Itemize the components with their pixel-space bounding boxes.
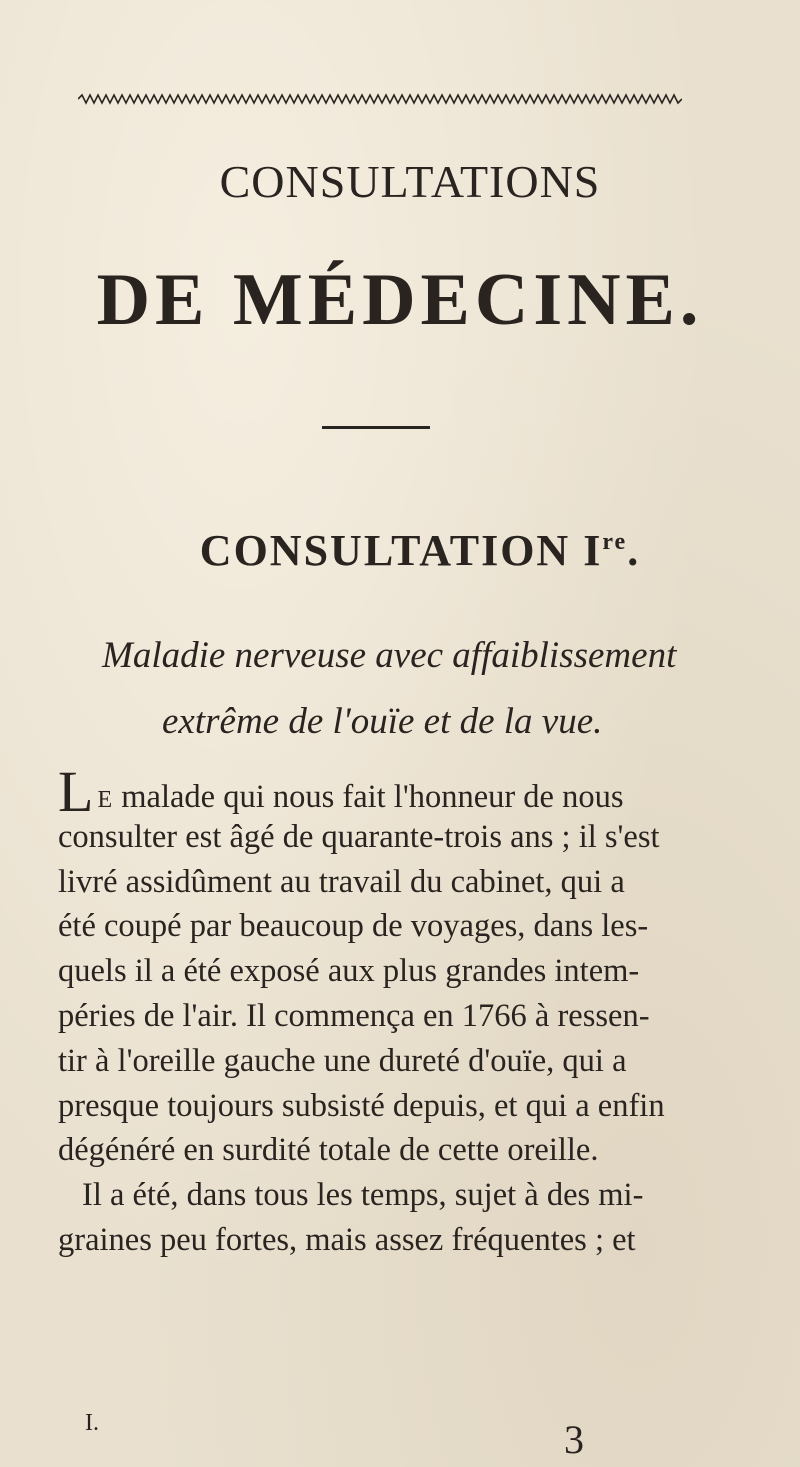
body-line: consulter est âgé de quarante-trois ans ; il s'est bbox=[58, 818, 660, 855]
dropcap-letter: L bbox=[58, 759, 94, 824]
body-line: quels il a été exposé aux plus grandes intem- bbox=[58, 953, 640, 990]
body-line: presque toujours subsisté depuis, et qui a enfin bbox=[58, 1087, 665, 1124]
subtitle-line-1: Maladie nerveuse avec affaiblissement bbox=[102, 635, 677, 676]
ornamental-rule bbox=[78, 93, 682, 105]
body-line bbox=[58, 759, 770, 824]
consultation-number-value: I bbox=[583, 526, 603, 575]
body-paragraph bbox=[58, 759, 770, 1263]
signature-mark: I. bbox=[85, 1410, 99, 1436]
page-title-line-1: CONSULTATIONS bbox=[219, 156, 601, 207]
divider-rule bbox=[322, 426, 430, 429]
body-line: péries de l'air. Il commença en 1766 à ressen- bbox=[58, 997, 650, 1034]
body-line: tir à l'oreille gauche une dureté d'ouïe, qui a bbox=[58, 1042, 627, 1079]
consultation-heading bbox=[40, 525, 800, 576]
gathering-signature-number: 3 bbox=[564, 1417, 584, 1462]
body-line: Il a été, dans tous les temps, sujet à des mi- bbox=[82, 1177, 644, 1214]
body-line: graines peu fortes, mais assez fréquentes ; et bbox=[58, 1221, 636, 1258]
body-line: livré assidûment au travail du cabinet, qui a bbox=[58, 863, 625, 900]
first-word-rest: E bbox=[97, 787, 114, 813]
page-title-line-2: DE MÉDECINE. bbox=[96, 259, 704, 341]
consultation-number-suffix: re bbox=[602, 529, 628, 555]
subtitle-line-2: extrême de l'ouïe et de la vue. bbox=[162, 701, 603, 742]
consultation-label: CONSULTATION bbox=[199, 526, 571, 575]
consultation-number-end: . bbox=[627, 526, 641, 575]
consultation-number bbox=[583, 526, 640, 575]
body-line-text: malade qui nous fait l'honneur de nous bbox=[113, 779, 624, 815]
body-line: dégénéré en surdité totale de cette oreille. bbox=[58, 1132, 599, 1169]
body-line: été coupé par beaucoup de voyages, dans les- bbox=[58, 908, 649, 945]
